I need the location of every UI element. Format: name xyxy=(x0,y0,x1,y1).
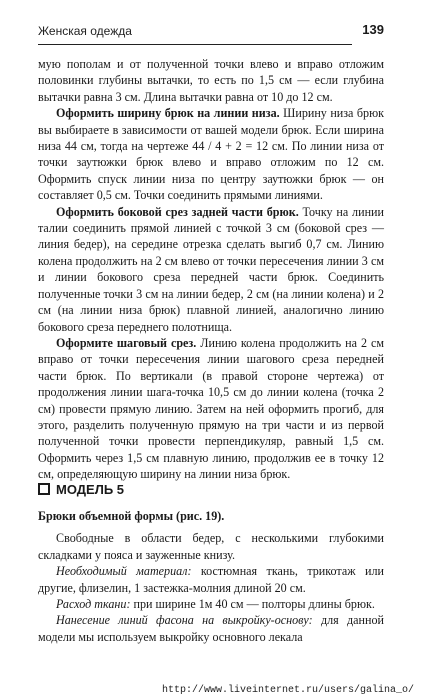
body-text xyxy=(38,56,384,483)
item-text: костюмная ткань, трикотаж или другие, флизелин, 1 застежка-молния длиной 20 см. xyxy=(38,564,384,595)
model-intro: Свободные в области бедер, с несколькими глубокими складками у пояса и зауженные книзу. xyxy=(38,531,384,562)
model-item-style-lines xyxy=(38,612,384,645)
model-subheading: Брюки объемной формы (рис. 19). xyxy=(38,509,225,523)
paragraph-text: Точку на линии талии соединить прямой линией с точкой 3 см (боковой срез — линия бедер), на середине отрезка сделать выгиб 0,7 см. Линию колена продолжить на 2 см влево от точки пересечения линии 3 см и линии бокового среза передней части брюк. Соединить полученные точки 3 см на линии бедер, 2 см (на линии колена) и 2 см (на линии низа брюк) плавной линией, аналогично линию бокового среза переднего полотнища. xyxy=(38,204,384,334)
paragraph-trouser-bottom-width xyxy=(38,105,384,203)
paragraph-lead: Оформить ширину брюк на линии низа. xyxy=(56,106,280,121)
paragraph-text: мую пополам и от полученной точки влево и вправо отложим половинки глубины вытачки, то есть по 1,5 см — если глубина вытачки равна 3 см. Длина вытачки равна от 10 до 12 см. xyxy=(38,57,384,104)
page-number: 139 xyxy=(362,22,384,37)
watermark-url: http://www.liveinternet.ru/users/galina_o/ xyxy=(161,685,414,696)
item-label: Расход ткани: xyxy=(56,597,131,612)
item-label: Нанесение линий фасона на выкройку-основу: xyxy=(56,613,313,628)
item-text: для данной модели мы используем выкройку основного лекала xyxy=(38,613,384,644)
paragraph-text: Ширину низа брюк вы выбираете в зависимости от вашей модели брюк. Если ширина низа 44 см, тогда на чертеже 44 / 4 + 2 = 12 см. По линии низа от точки заутюжки брюк влево и вправо отложим по 12 см. Оформить спуск линии низа по центру заутюжки брюк — он составляет 0,5 см. Точки соединить прямыми линиями. xyxy=(38,106,384,203)
item-label: Необходимый материал: xyxy=(56,564,192,579)
paragraph-text: Линию колена продолжить на 2 см вправо от точки пересечения линии шагового среза передней части брюк. По вертикали (в правой стороне чертежа) от продолжения линии шага-точка 10,5 см до линии колена (точка 2 см) провести прямую линию. Затем на ней оформить прогиб, для этого, разделить полученную прямую на три части и из первой полученной точки провести перпендикуляр, равный 1,5 см. Оформить через 1,5 см плавную линию, продолжив ее в точку 12 см, определяющую ширину на линии низа брюк. xyxy=(38,335,385,482)
paragraph-inseam xyxy=(38,335,384,483)
paragraph-lead: Оформить боковой срез задней части брюк. xyxy=(56,204,299,219)
item-text: при ширине 1м 40 см — полторы длины брюк. xyxy=(130,597,375,612)
header-rule xyxy=(38,44,352,45)
paragraph-lead: Оформите шаговый срез. xyxy=(56,335,197,350)
paragraph-continuation xyxy=(38,56,384,105)
model-heading-text: МОДЕЛЬ 5 xyxy=(56,482,125,497)
model-heading xyxy=(38,482,384,502)
section-title: Женская одежда xyxy=(38,24,132,38)
model-item-fabric-usage xyxy=(38,596,384,612)
paragraph-side-seam xyxy=(38,204,384,335)
model-item-material xyxy=(38,563,384,596)
square-bullet-icon xyxy=(38,483,50,495)
model-section xyxy=(38,508,384,645)
running-header xyxy=(38,22,384,42)
